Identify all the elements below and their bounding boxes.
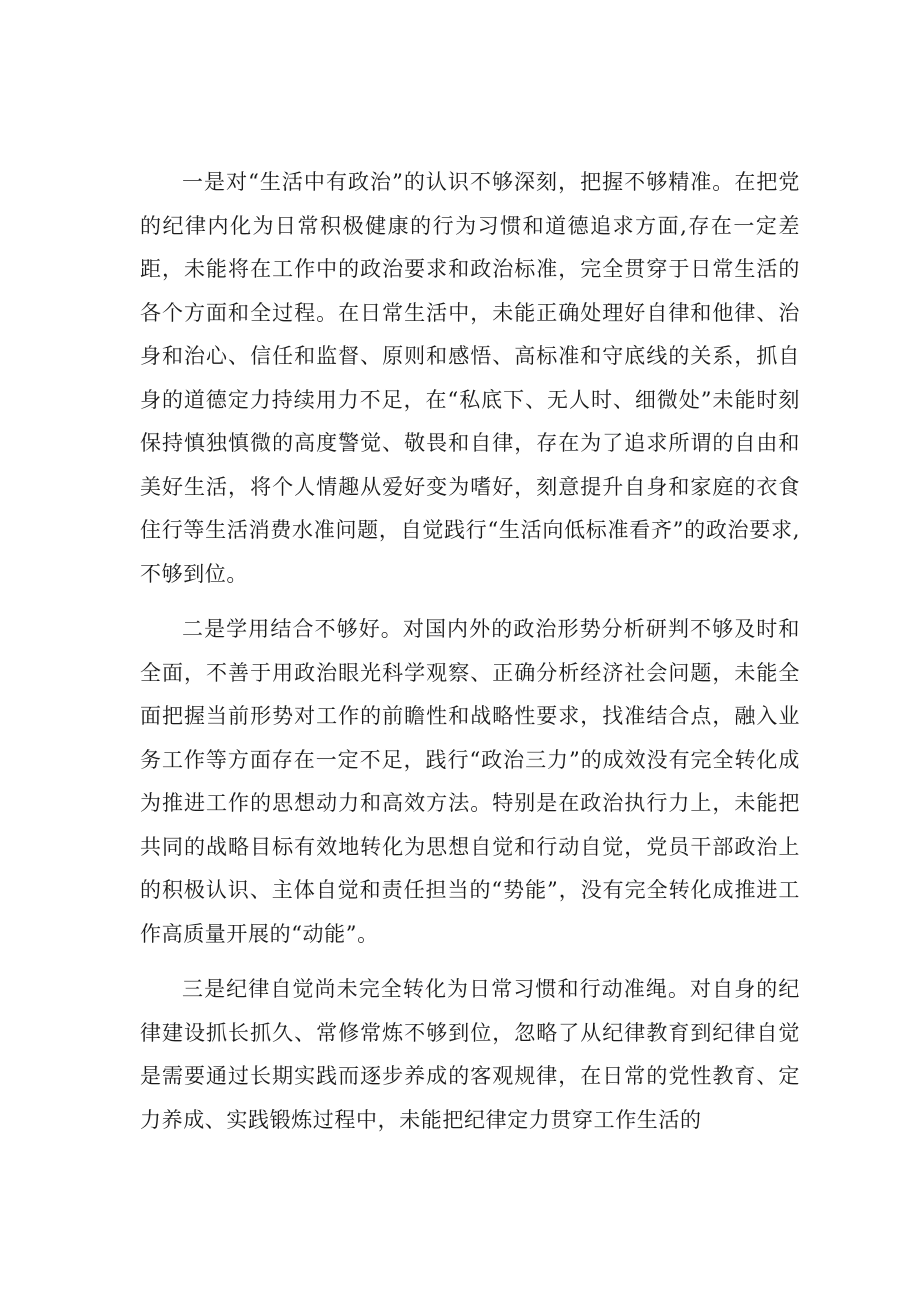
document-body xyxy=(140,161,800,1154)
paragraph-1: 一是对“生活中有政治”的认识不够深刻，把握不够精准。在把党的纪律内化为日常积极健康的行为习惯和道德追求方面,存在一定差距，未能将在工作中的政治要求和政治标准，完全贯穿于日常生活的各个方面和全过程。在日常生活中，未能正确处理好自律和他律、治身和治心、信任和监督、原则和感悟、高标准和守底线的关系，抓自身的道德定力持续用力不足，在“私底下、无人时、细微处”未能时刻保持慎独慎微的高度警觉、敬畏和自律，存在为了追求所谓的自由和美好生活，将个人情趣从爱好变为嗜好，刻意提升自身和家庭的衣食住行等生活消费水准问题，自觉践行“生活向低标准看齐”的政治要求,不够到位。 xyxy=(140,170,800,586)
paragraph-2: 二是学用结合不够好。对国内外的政治形势分析研判不够及时和全面，不善于用政治眼光科学观察、正确分析经济社会问题，未能全面把握当前形势对工作的前瞻性和战略性要求，找准结合点，融入业务工作等方面存在一定不足，践行“政治三力”的成效没有完全转化成为推进工作的思想动力和高效方法。特别是在政治执行力上，未能把共同的战略目标有效地转化为思想自觉和行动自觉，党员干部政治上的积极认识、主体自觉和责任担当的“势能”，没有完全转化成推进工作高质量开展的“动能”。 xyxy=(140,617,800,946)
paragraph-3: 三是纪律自觉尚未完全转化为日常习惯和行动准绳。对自身的纪律建设抓长抓久、常修常炼不够到位，忽略了从纪律教育到纪律自觉是需要通过长期实践而逐步养成的客观规律，在日常的党性教育、定力养成、实践锻炼过程中，未能把纪律定力贯穿工作生活的 xyxy=(140,977,800,1132)
